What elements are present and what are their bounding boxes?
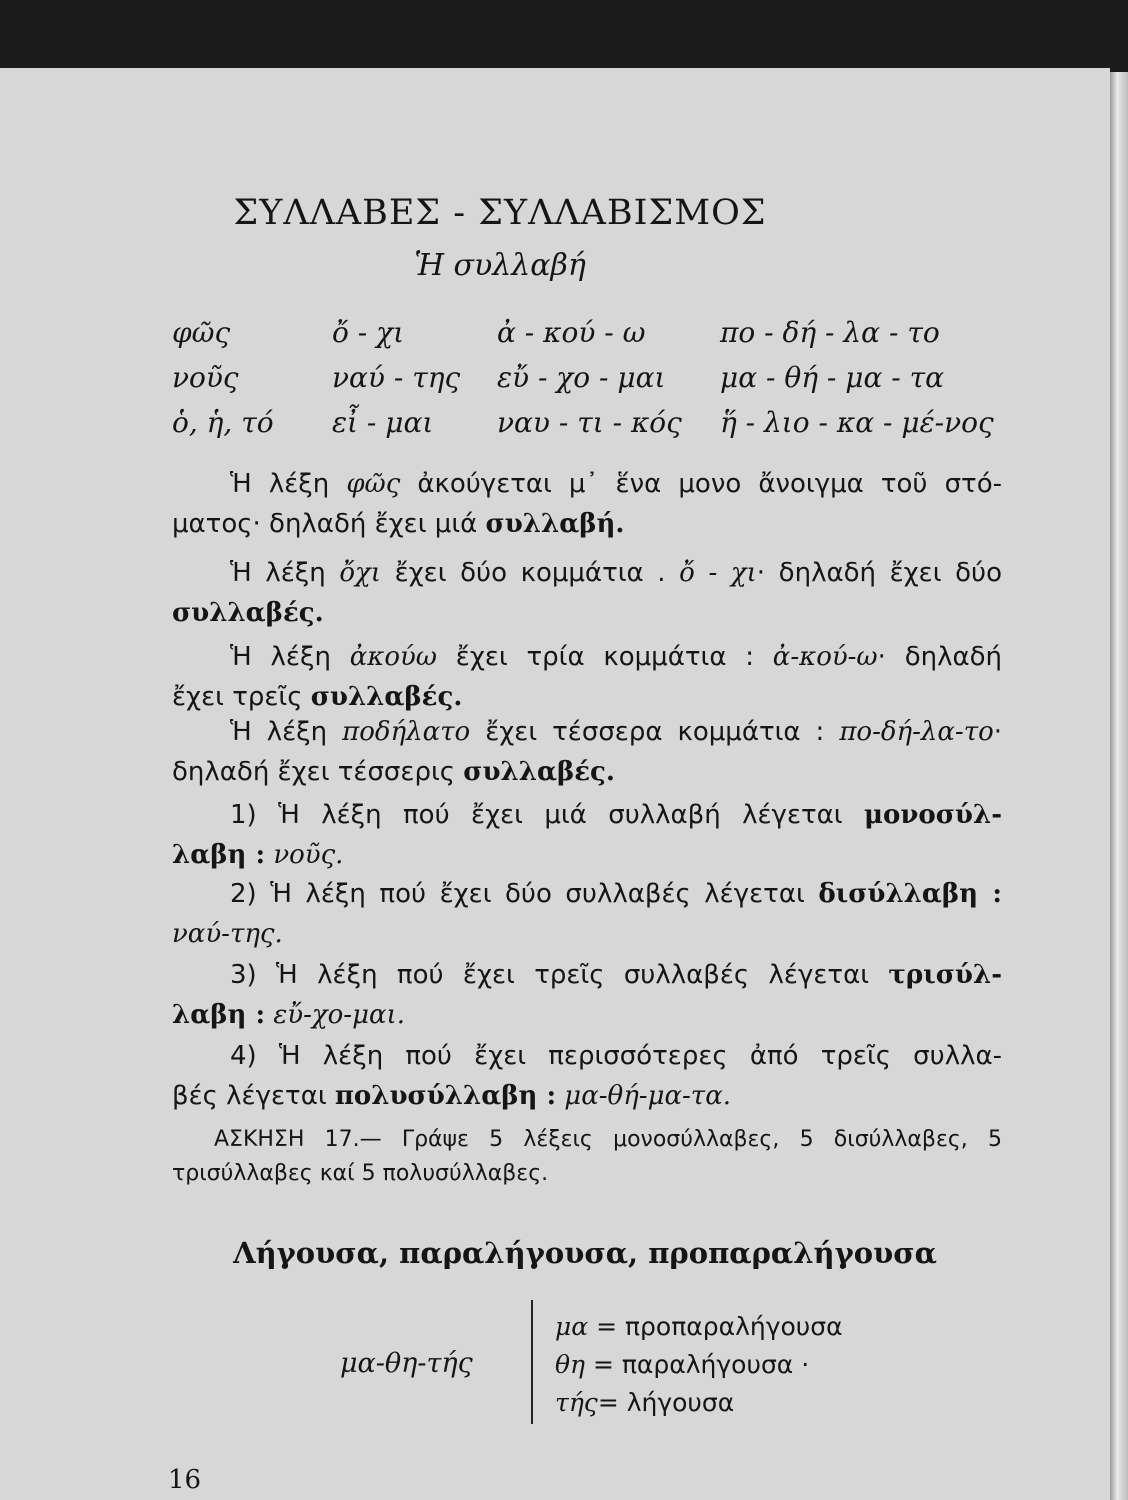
text-line [172,874,1002,914]
example-word: εὔ - χο - μαι [497,361,666,394]
italic-word: νοῦς. [265,840,344,870]
syllable-role: = προπαραλήγουσα [588,1312,843,1341]
example-word: ὁ, ἡ, τό [172,406,274,439]
text-line [172,955,1002,995]
text-run: 4) Ἡ λέξη πού ἔχει περισσότερες ἀπό τρεῖς συλλα- [230,1041,1002,1071]
italic-word: ὄ - χι [679,558,757,588]
syllable-entry [555,1384,843,1422]
page-number: 16 [168,1465,202,1495]
text-run: Ἡ λέξη [230,717,343,747]
example-row [172,316,992,356]
text-run: ἔχει δύο κομμάτια . [380,558,680,588]
text-line [172,712,1002,752]
syllable-entry [555,1346,843,1384]
text-line [172,835,1002,875]
rule-disyllabic [172,874,1002,954]
syllabified-word: μα-θη-τής [340,1348,473,1379]
text-run: · δηλαδή [877,642,1002,672]
example-row [172,406,992,446]
syllable: μα [555,1312,589,1341]
text-run: Ἡ λέξη [230,469,347,499]
text-run: · [993,717,1002,747]
text-run: ἔχει τρία κομμάτια : [437,642,773,672]
example-word: μα - θή - μα - τα [720,361,945,394]
page-title: ΣΥΛΛΑΒΕΣ - ΣΥΛΛΑΒΙΣΜΟΣ [233,193,767,233]
italic-word: ποδήλατο [342,717,471,747]
exercise-line: τρισύλλαβες καί 5 πολυσύλλαβες. [172,1161,549,1186]
text-run: ἀκούγεται μ᾽ ἕνα μονο ἄνοιγμα τοῦ στό- [400,469,1002,499]
text-line [172,1036,1002,1076]
bold-term: συλλαβές. [463,757,615,787]
italic-word: ἀκούω [349,642,438,672]
italic-word: πο-δή-λα-το [839,717,994,747]
bold-term: συλλαβή. [485,509,625,539]
example-word: ναυ - τι - κός [497,406,682,439]
rule-trisyllabic [172,955,1002,1035]
example-word: ἥ - λιο - κα - μέ-νος [720,406,994,439]
paragraph-phos [172,464,1002,544]
vertical-divider [531,1300,533,1424]
syllable-list [555,1308,843,1422]
bold-term: μονοσύλ- [864,800,1002,830]
text-line [172,752,1002,792]
text-run: δηλαδή ἔχει τέσσερις [172,757,464,787]
section-subtitle: Ἡ συλλαβή [414,248,586,283]
bold-term: λαβη : [172,1000,266,1030]
section-heading: Λήγουσα, παραλήγουσα, προπαραλήγουσα [233,1236,937,1270]
rule-polysyllabic [172,1036,1002,1116]
example-row [172,361,992,401]
text-run: 1) Ἡ λέξη πού ἔχει μιά συλλαβή λέγεται [230,800,864,830]
italic-word: ναύ-της. [172,919,283,949]
text-run: · δηλαδή ἔχει δύο [756,558,1002,588]
italic-word: εὔ-χο-μαι. [265,1000,405,1030]
paragraph-ochi [172,553,1002,633]
text-line [172,795,1002,835]
italic-word: μα-θή-μα-τα. [556,1081,732,1111]
text-line [172,995,1002,1035]
paragraph-akouo [172,637,1002,717]
bold-term: τρισύλ- [888,960,1002,990]
text-run: ἔχει τρεῖς [172,682,311,712]
bold-term: συλλαβές. [172,598,324,628]
syllable: τής [555,1388,598,1417]
syllable-entry [555,1308,843,1346]
italic-word: ὄχι [339,558,381,588]
bold-term: δισύλλαβη : [818,879,1003,909]
syllable: θη [555,1350,586,1379]
example-word: ναύ - της [332,361,461,394]
bold-term: λαβη : [172,840,266,870]
text-line [172,553,1002,593]
text-line [172,1076,1002,1116]
example-word: φῶς [172,316,231,349]
paragraph-podilato [172,712,1002,792]
bold-term: συλλαβές. [310,682,463,712]
example-word: ἀ - κού - ω [497,316,646,349]
syllable-role: = παραλήγουσα · [585,1350,810,1379]
text-line [172,637,1002,677]
exercise-17 [172,1123,1002,1191]
syllable-role: = λήγουσα [597,1388,735,1417]
text-run: Ἡ λέξη [230,642,350,672]
rule-monosyllabic [172,795,1002,875]
text-run: ματος· δηλαδή ἔχει μιά [172,509,486,539]
bold-term: πολυσύλλαβη : [334,1081,557,1111]
example-word: πο - δή - λα - το [720,316,940,349]
example-word: εἶ - μαι [332,406,434,439]
example-word: νοῦς [172,361,239,394]
italic-word: φῶς [346,469,401,499]
text-run: Ἡ λέξη [230,558,340,588]
text-run: ἔχει τέσσερα κομμάτια : [470,717,840,747]
exercise-line: ΑΣΚΗΣΗ 17.— Γράψε 5 λέξεις μονοσύλλαβες, 5 δισύλλαβες, 5 [214,1127,1002,1152]
italic-word: ἀ-κού-ω [772,642,878,672]
text-line [172,464,1002,504]
example-word: ὄ - χι [332,316,405,349]
text-line [172,593,1002,633]
text-line [172,677,1002,717]
text-run: βές λέγεται [172,1081,335,1111]
page-edge [1110,72,1128,1500]
text-run: 3) Ἡ λέξη πού ἔχει τρεῖς συλλαβές λέγεται [230,960,889,990]
text-run: 2) Ἡ λέξη πού ἔχει δύο συλλαβές λέγεται [230,879,819,909]
text-line [172,504,1002,544]
